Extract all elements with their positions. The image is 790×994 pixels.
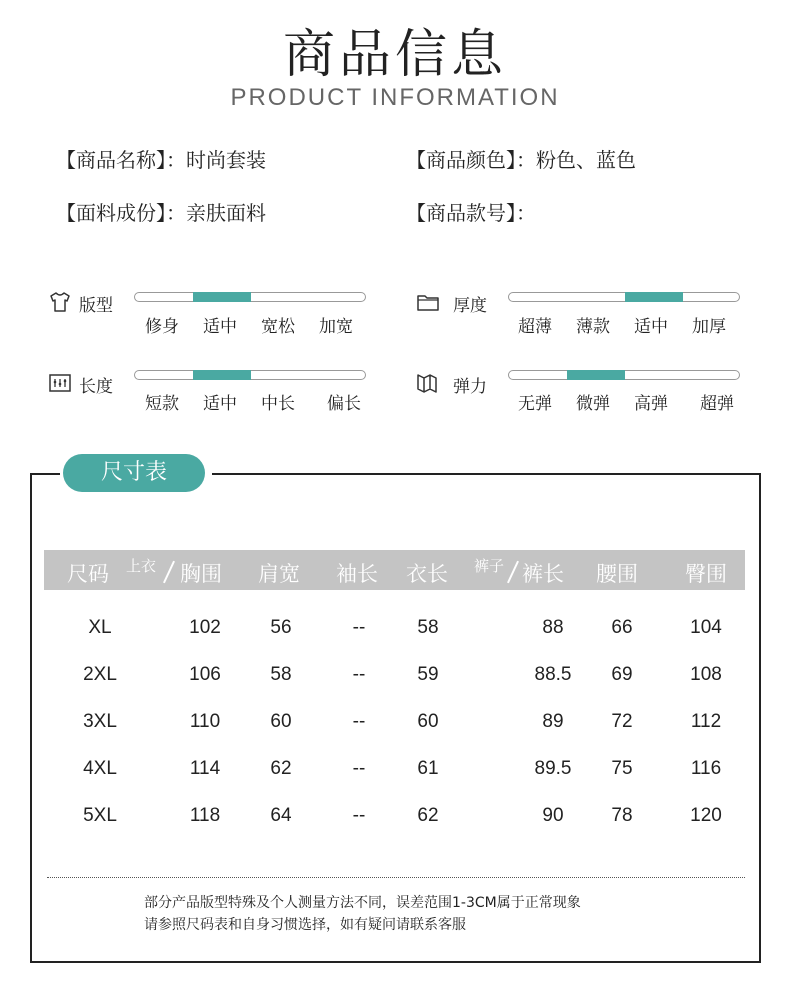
header-pants-tag: 裤子 (474, 557, 505, 575)
table-cell: 110 (189, 711, 221, 732)
attr-option: 超薄 (518, 317, 552, 337)
attr-label-length: 长度 (79, 377, 113, 397)
header-waist: 腰围 (596, 562, 638, 586)
header-top-length: 衣长 (406, 562, 448, 586)
table-cell: 118 (189, 805, 221, 826)
ruler-icon (48, 371, 72, 395)
attr-option: 无弹 (518, 394, 552, 414)
table-cell: 64 (270, 805, 292, 826)
table-cell: -- (352, 711, 366, 732)
table-cell: 112 (690, 711, 722, 732)
table-cell: 60 (417, 711, 439, 732)
table-cell-size: 3XL (83, 711, 117, 732)
attr-track-length (134, 370, 366, 380)
attr-option: 适中 (203, 317, 237, 337)
note-line-2: 请参照尺码表和自身习惯选择，如有疑问请联系客服 (144, 917, 466, 933)
table-cell: 56 (270, 617, 292, 638)
table-cell: 120 (690, 805, 722, 826)
attr-option: 加宽 (319, 317, 353, 337)
table-cell: 114 (189, 758, 221, 779)
attr-track-elasticity (508, 370, 740, 380)
header-chest: 胸围 (180, 562, 222, 586)
stretch-icon (416, 371, 440, 395)
table-cell: 59 (417, 664, 439, 685)
attr-option: 宽松 (261, 317, 295, 337)
header-sleeve: 袖长 (336, 562, 378, 586)
product-color: 【商品颜色】：粉色、蓝色 (406, 148, 636, 172)
table-cell: 60 (270, 711, 292, 732)
attr-label-fit: 版型 (79, 296, 113, 316)
attr-option: 薄款 (576, 317, 610, 337)
size-table-frame (30, 473, 761, 963)
attr-label-thickness: 厚度 (453, 296, 487, 316)
table-cell-size: 4XL (83, 758, 117, 779)
table-cell-size: XL (88, 617, 112, 638)
table-cell: 108 (690, 664, 722, 685)
table-cell: 90 (542, 805, 564, 826)
attr-fill-elasticity (567, 370, 625, 380)
attr-option: 超弹 (700, 394, 734, 414)
table-cell: 75 (611, 758, 633, 779)
attr-fill-length (193, 370, 251, 380)
table-cell: 88.5 (534, 664, 572, 685)
table-cell: 58 (417, 617, 439, 638)
attr-option: 高弹 (634, 394, 668, 414)
table-cell: 62 (270, 758, 292, 779)
product-name: 【商品名称】：时尚套装 (56, 148, 266, 172)
attr-option: 中长 (261, 394, 295, 414)
header-hip: 臀围 (685, 562, 727, 586)
table-cell: 106 (189, 664, 221, 685)
table-cell: 78 (611, 805, 633, 826)
note-line-1: 部分产品版型特殊及个人测量方法不同，误差范围1-3CM属于正常现象 (144, 895, 581, 911)
attr-option: 修身 (145, 317, 179, 337)
divider (47, 877, 745, 878)
attr-label-elasticity: 弹力 (453, 377, 487, 397)
table-cell: 58 (270, 664, 292, 685)
size-table-title: 尺寸表 (63, 454, 205, 492)
header-pants-length: 裤长 (522, 562, 564, 586)
table-cell: -- (352, 758, 366, 779)
attr-option: 适中 (203, 394, 237, 414)
header-shoulder: 肩宽 (258, 562, 300, 586)
table-cell-size: 5XL (83, 805, 117, 826)
table-cell: 89.5 (534, 758, 572, 779)
table-cell-size: 2XL (83, 664, 117, 685)
page-title: 商品信息 (282, 25, 507, 85)
attr-option: 短款 (145, 394, 179, 414)
table-cell: 102 (189, 617, 221, 638)
attr-track-fit (134, 292, 366, 302)
header-top-tag: 上衣 (126, 557, 157, 575)
table-cell: -- (352, 664, 366, 685)
product-fabric: 【面料成份】：亲肤面料 (56, 201, 266, 225)
table-cell: 116 (690, 758, 722, 779)
attr-option: 偏长 (327, 394, 361, 414)
page-subtitle: PRODUCT INFORMATION (230, 84, 560, 111)
product-model: 【商品款号】： (406, 201, 536, 225)
attr-track-thickness (508, 292, 740, 302)
table-cell: 104 (690, 617, 722, 638)
table-cell: 66 (611, 617, 633, 638)
table-cell: -- (352, 617, 366, 638)
tshirt-icon (48, 290, 72, 314)
table-cell: 69 (611, 664, 633, 685)
attr-fill-fit (193, 292, 251, 302)
attr-option: 适中 (634, 317, 668, 337)
attr-option: 加厚 (692, 317, 726, 337)
table-cell: 88 (542, 617, 564, 638)
table-cell: 89 (542, 711, 564, 732)
table-cell: 61 (417, 758, 439, 779)
table-cell: 72 (611, 711, 633, 732)
attr-fill-thickness (625, 292, 683, 302)
attr-option: 微弹 (576, 394, 610, 414)
header-size: 尺码 (67, 562, 109, 586)
table-cell: -- (352, 805, 366, 826)
folder-icon (416, 290, 440, 314)
table-cell: 62 (417, 805, 439, 826)
